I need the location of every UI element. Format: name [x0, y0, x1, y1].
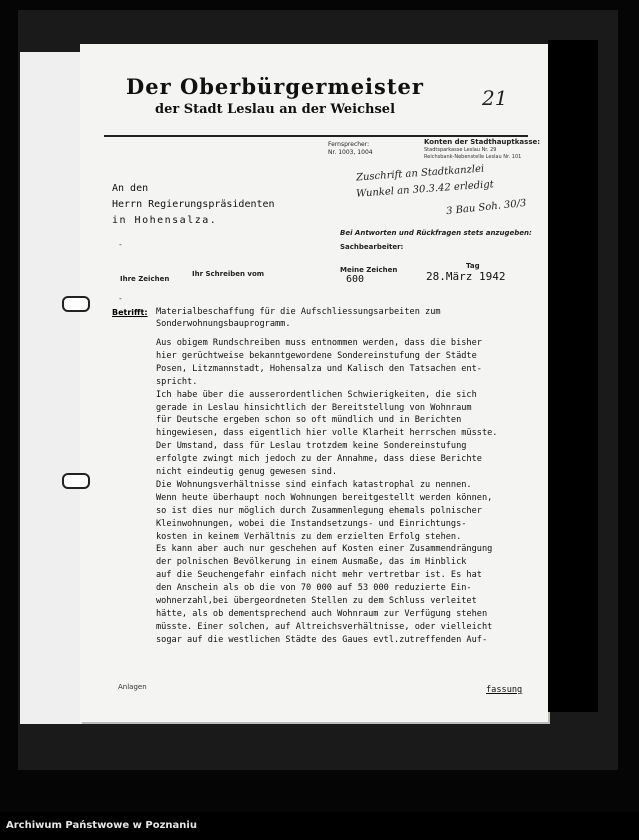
letterhead-subtitle: der Stadt Leslau an der Weichsel [154, 102, 396, 117]
body-line: spricht. [156, 376, 198, 387]
body-line: müsste. Einer solchen, auf Altreichsverhältnisse, oder vielleicht [156, 621, 493, 632]
body-line: Posen, Litzmannstadt, Hohensalza und Kalisch den Tatsachen ent- [156, 363, 482, 374]
your-sign-label: Ihre Zeichen [120, 275, 170, 283]
archive-footer [0, 812, 639, 840]
letter-date: 28.März 1942 [426, 270, 506, 283]
binder-ring-top [62, 296, 90, 312]
my-sign-value: 600 [346, 274, 365, 285]
body-line: der polnischen Bevölkerung in einem Ausmaße, das im Hinblick [156, 557, 467, 568]
recipient-line-1: An den [112, 183, 149, 194]
scan-shadow [548, 40, 598, 712]
account-1: Stadtsparkasse Leslau Nr. 29 [424, 147, 497, 153]
handwritten-note-2: Wunkel an 30.3.42 erledigt [355, 179, 495, 200]
body-line: wohnerzahl,bei übergeordneten Stellen zu dem Schluss verleitet [156, 596, 477, 606]
body-line: auf die Seuchengefahr einfach nicht mehr vertretbar ist. Es hat [156, 570, 482, 581]
archive-name: Archiwum Państwowe w Poznaniu [6, 820, 197, 831]
body-line: nicht eindeutig genug gewesen sind. [156, 467, 338, 477]
body-line: für Deutsche ergeben schon so oft mündlich und in Berichten [156, 415, 462, 426]
handwritten-note-1: Zuschrift an Stadtkanzlei [355, 163, 485, 184]
body-line: Ich habe über die ausserordentlichen Schwierigkeiten, die sich [156, 389, 477, 400]
binder-ring-bottom [62, 473, 90, 489]
margin-dash: - [118, 294, 123, 303]
folder-back-page [20, 52, 83, 724]
phone-label: Fernsprecher: [328, 141, 370, 148]
recipient-line-2: Herrn Regierungspräsidenten [112, 199, 275, 210]
letterhead-title: Der Oberbürgermeister [126, 74, 424, 99]
my-sign-label: Meine Zeichen [340, 266, 398, 274]
body-line: so ist dies nur möglich durch Zusammenlegung ehemals polnischer [156, 505, 482, 516]
body-line: gerade in Leslau hinsichtlich der Bereitstellung von Wohnraum [156, 402, 472, 413]
reply-note: Bei Antworten und Rückfragen stets anzugeben: [340, 229, 532, 237]
margin-dash: - [118, 240, 123, 249]
attachments-label: Anlagen [118, 683, 147, 691]
handwritten-note-3: 3 Bau Soh. 30/3 [445, 197, 527, 218]
phone-numbers: Nr. 1003, 1004 [328, 149, 373, 156]
body-line: hätte, als ob dementsprechend auch Wohnraum zur Verfügung stehen [156, 608, 488, 619]
day-label: Tag [466, 262, 480, 270]
body-line: Kleinwohnungen, wobei die Instandsetzungs- und Einrichtungs- [156, 518, 467, 529]
body-line: Aus obigem Rundschreiben muss entnommen werden, dass die bisher [156, 338, 482, 348]
page-number: 21 [482, 86, 508, 110]
recipient-line-3: in Hohensalza. [112, 215, 218, 226]
body-line: erfolgte zwingt mich jedoch zu der Annahme, dass diese Berichte [156, 454, 482, 465]
body-line: Der Umstand, dass für Leslau trotzdem keine Sondereinstufung [156, 441, 467, 452]
body-line: den Anschein als ob die von 70 000 auf 53 000 reduzierte Ein- [156, 583, 472, 594]
account-2: Reichsbank-Nebenstelle Leslau Nr. 101 [424, 154, 522, 160]
letterhead-rule [104, 135, 528, 137]
letter-last-line: fassung [486, 685, 523, 695]
accounts-label: Konten der Stadthauptkasse: [424, 138, 541, 146]
body-line: kosten in keinem Verhältnis zu dem erzielten Erfolg stehen. [156, 531, 462, 542]
body-line: sogar auf die westlichen Städte des Gaues evtl.zutreffenden Auf- [156, 634, 488, 645]
your-letter-label: Ihr Schreiben vom [192, 270, 265, 278]
subject-label: Betrifft: [112, 308, 148, 317]
handler-label: Sachbearbeiter: [340, 243, 404, 251]
body-line: hier gerüchtweise bekanntgewordene Sondereinstufung der Städte [156, 350, 477, 361]
subject-line-1: Materialbeschaffung für die Aufschliessungsarbeiten zum [156, 307, 441, 317]
body-line: hingewiesen, dass eigentlich hier volle Klarheit herrschen müsste. [156, 428, 498, 439]
body-line: Es kann aber auch nur geschehen auf Kosten einer Zusammendrängung [156, 544, 493, 555]
subject-line-2: Sonderwohnungsbauprogramm. [156, 319, 291, 329]
body-line: Wenn heute überhaupt noch Wohnungen bereitgestellt werden können, [156, 492, 493, 503]
body-line: Die Wohnungsverhältnisse sind einfach katastrophal zu nennen. [156, 479, 472, 490]
